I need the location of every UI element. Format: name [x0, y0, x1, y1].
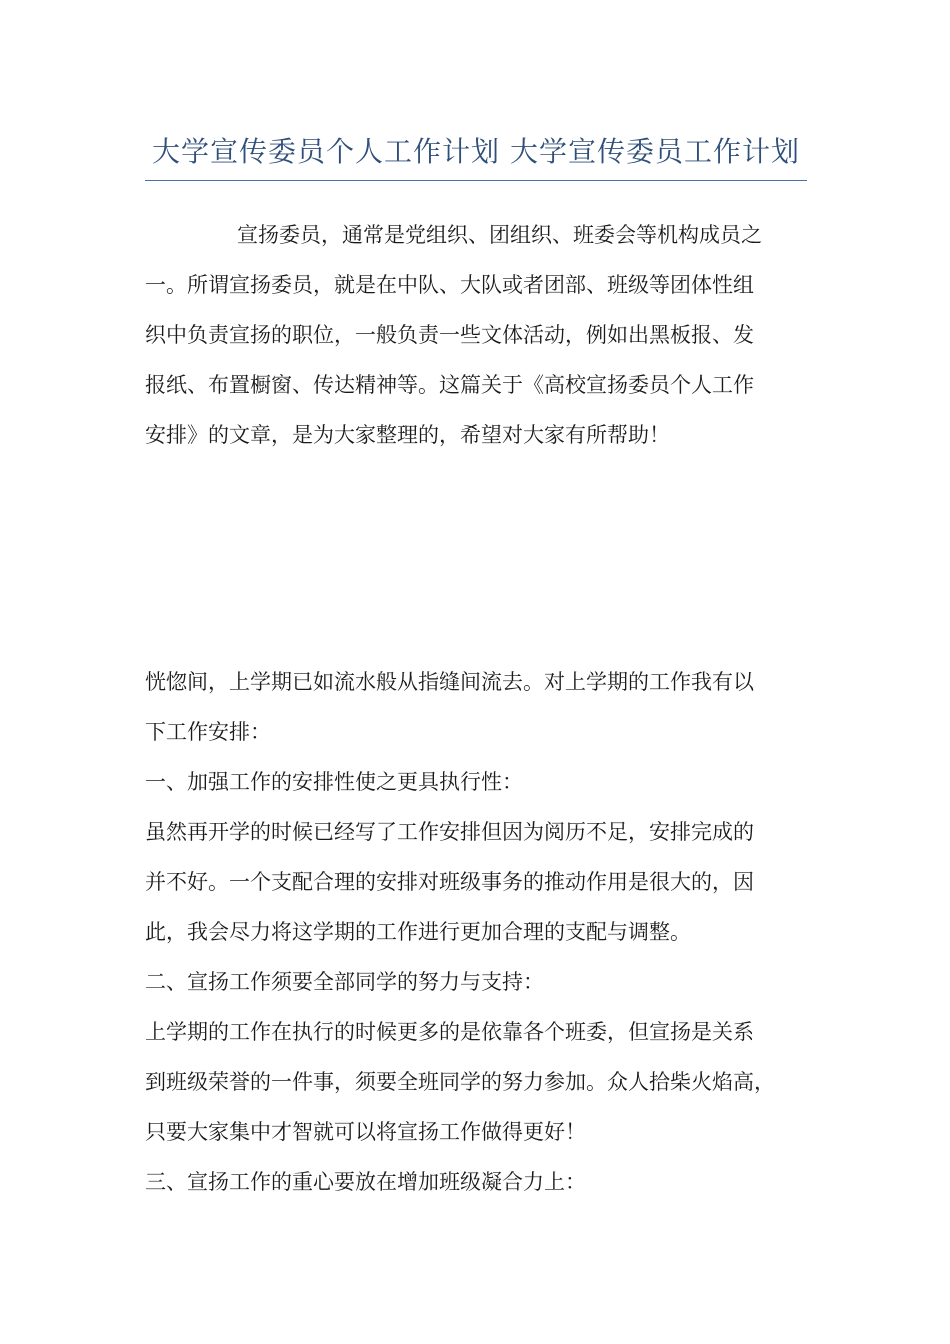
- body-line: 只要大家集中才智就可以将宣扬工作做得更好！: [145, 1120, 586, 1144]
- document-title: 大学宣传委员个人工作计划 大学宣传委员工作计划: [152, 135, 800, 168]
- body-line: 到班级荣誉的一件事，须要全班同学的努力参加。众人拾柴火焰高，: [145, 1070, 775, 1094]
- section-heading-2: 二、宣扬工作须要全部同学的努力与支持：: [145, 970, 544, 994]
- intro-line: 织中负责宣扬的职位，一般负责一些文体活动，例如出黑板报、发: [145, 323, 754, 347]
- intro-line: 安排》的文章，是为大家整理的，希望对大家有所帮助！: [145, 423, 670, 447]
- body-line: 上学期的工作在执行的时候更多的是依靠各个班委，但宣扬是关系: [145, 1020, 754, 1044]
- body-line: 虽然再开学的时候已经写了工作安排但因为阅历不足，安排完成的: [145, 820, 754, 844]
- body-line: 此，我会尽力将这学期的工作进行更加合理的支配与调整。: [145, 920, 691, 944]
- body-line: 下工作安排：: [145, 720, 271, 744]
- intro-line: 报纸、布置橱窗、传达精神等。这篇关于《高校宣扬委员个人工作: [145, 373, 754, 397]
- title-underline: [145, 180, 807, 181]
- body-line: 并不好。一个支配合理的安排对班级事务的推动作用是很大的，因: [145, 870, 754, 894]
- intro-line: 一。所谓宣扬委员，就是在中队、大队或者团部、班级等团体性组: [145, 273, 754, 297]
- body-line: 恍惚间，上学期已如流水般从指缝间流去。对上学期的工作我有以: [145, 670, 754, 694]
- body-text: [145, 657, 817, 1207]
- section-heading-3: 三、宣扬工作的重心要放在增加班级凝合力上：: [145, 1170, 586, 1194]
- section-heading-1: 一、加强工作的安排性使之更具执行性：: [145, 770, 523, 794]
- intro-line: 宣扬委员，通常是党组织、团组织、班委会等机构成员之: [237, 223, 762, 247]
- intro-paragraph: [145, 210, 807, 460]
